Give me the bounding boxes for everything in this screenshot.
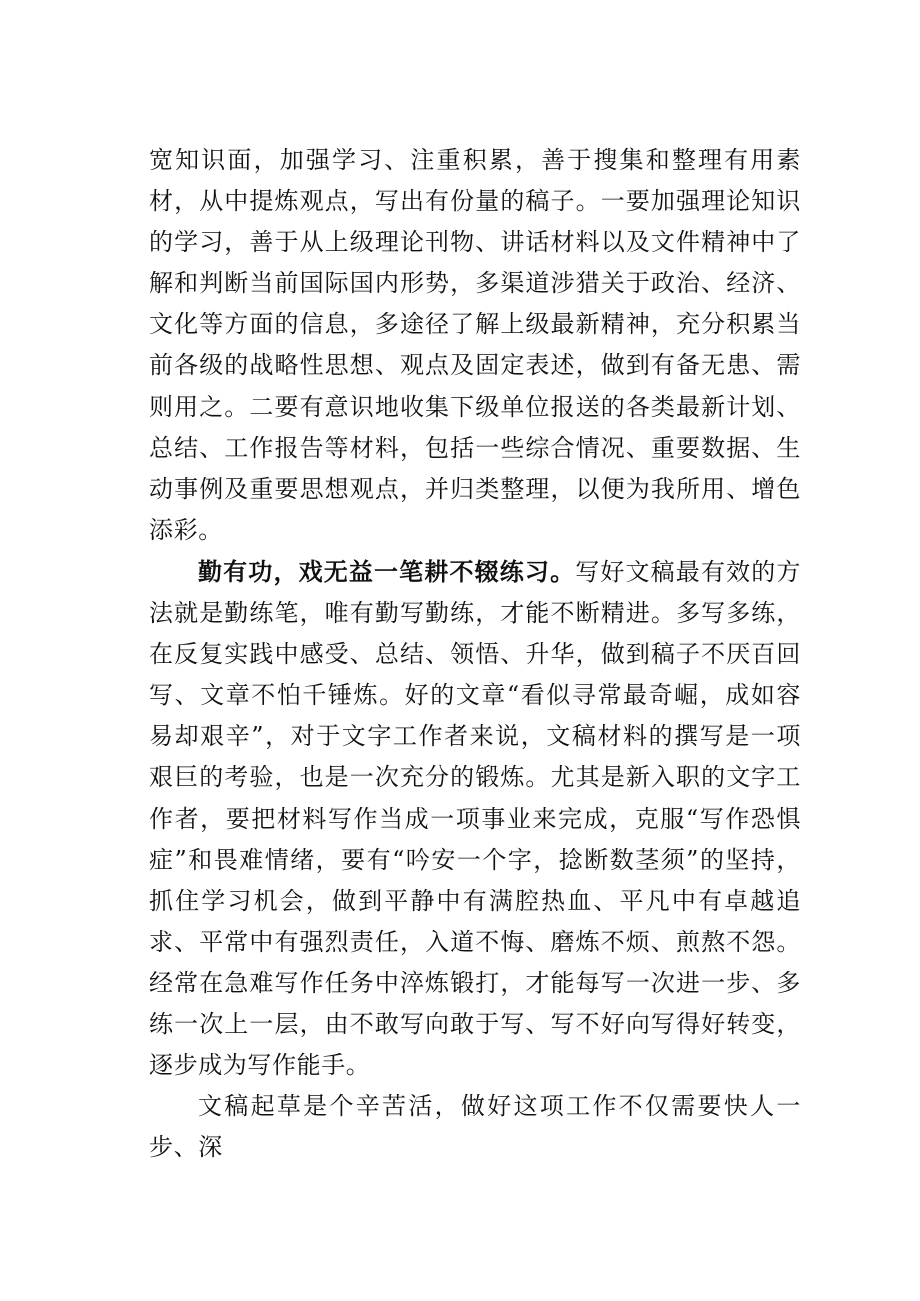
paragraph-text: 文稿起草是个辛苦活，做好这项工作不仅需要快人一步、深 [149,1092,801,1162]
body-text [149,140,801,1168]
paragraph-heading: 勤有功，戏无益一笔耕不辍练习。 [198,556,576,586]
paragraph-text: 写好文稿最有效的方法就是勤练笔，唯有勤写勤练，才能不断精进。多写多练，在反复实践中感受、总结、领悟、升华，做到稿子不厌百回写、文章不怕千锤炼。好的文章“看似寻常最奇崛，成如容易却艰辛”，对于文字工作者来说，文稿材料的撰写是一项艰巨的考验，也是一次充分的锻炼。尤其是新入职的文字工作者，要把材料写作当成一项事业来完成，克服“写作恐惧症”和畏难情绪，要有“吟安一个字，捻断数茎须”的坚持，抓住学习机会，做到平静中有满腔热血、平凡中有卓越追求、平常中有强烈责任，入道不悔、磨炼不烦、煎熬不怨。经常在急难写作任务中淬炼锻打，才能每写一次进一步、多练一次上一层，由不敢写向敢于写、写不好向写得好转变，逐步成为写作能手。 [149,557,801,1080]
paragraph-continued [149,140,801,551]
paragraph-drafting [149,1086,801,1168]
paragraph-text: 宽知识面，加强学习、注重积累，善于搜集和整理有用素材，从中提炼观点，写出有份量的稿子。一要加强理论知识的学习，善于从上级理论刊物、讲话材料以及文件精神中了解和判断当前国际国内形势，多渠道涉猎关于政治、经济、文化等方面的信息，多途径了解上级最新精神，充分积累当前各级的战略性思想、观点及固定表述，做到有备无患、需则用之。二要有意识地收集下级单位报送的各类最新计划、总结、工作报告等材料，包括一些综合情况、重要数据、生动事例及重要思想观点，并归类整理，以便为我所用、增色添彩。 [149,146,801,544]
paragraph-practice [149,551,801,1086]
